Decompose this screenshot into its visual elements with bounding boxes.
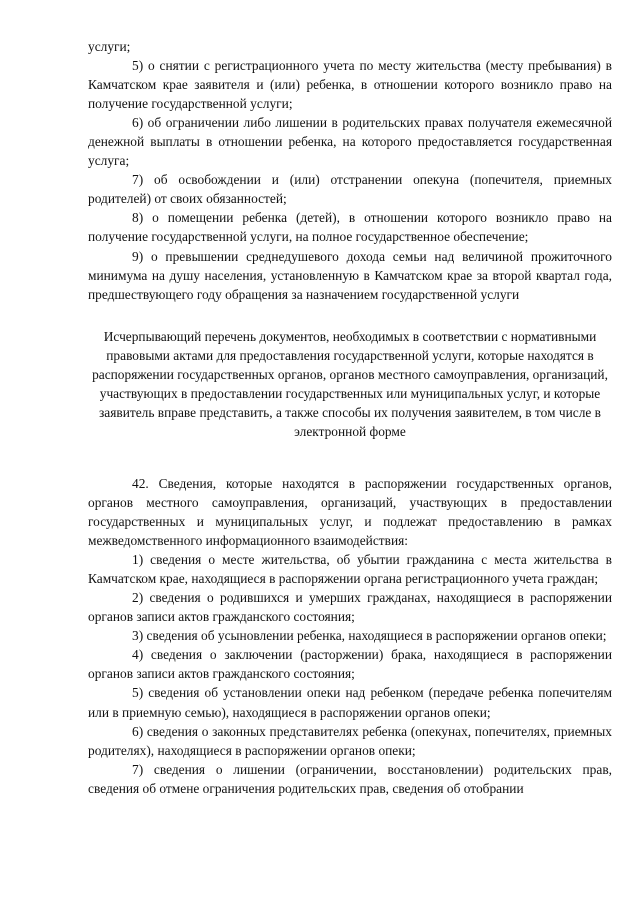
document-page bbox=[88, 37, 612, 798]
list-item-7b: 7) сведения о лишении (ограничении, восстановлении) родительских прав, сведения об отмене ограничения родительских прав, сведения об отобрании bbox=[88, 761, 612, 796]
paragraph-continuation: услуги; bbox=[88, 39, 131, 54]
list-item-1: 1) сведения о месте жительства, об убытии гражданина с места жительства в Камчатском крае, находящиеся в распоряжении органа регистрационного учета граждан; bbox=[88, 552, 612, 587]
list-item-2: 2) сведения о родившихся и умерших гражданах, находящиеся в распоряжении органов записи актов гражданского состояния; bbox=[88, 590, 612, 625]
list-item-5b: 5) сведения об установлении опеки над ребенком (передаче ребенка попечителям или в приемную семью), находящиеся в распоряжении органов опеки; bbox=[88, 685, 612, 720]
list-item-9: 9) о превышении среднедушевого дохода семьи над величиной прожиточного минимума на душу населения, установленную в Камчатском крае за второй квартал года, предшествующего году обращения за назначением государственной услуги bbox=[88, 248, 612, 302]
list-item-6: 6) об ограничении либо лишении в родительских правах получателя ежемесячной денежной выплаты в отношении ребенка, на которого предоставляется государственная услуга; bbox=[88, 115, 612, 169]
section-two bbox=[88, 474, 612, 798]
list-item-3: 3) сведения об усыновлении ребенка, находящиеся в распоряжении органов опеки; bbox=[132, 628, 607, 644]
section-heading: Исчерпывающий перечень документов, необходимых в соответствии с нормативными правовыми актами для предоставления государственной услуги, которые находятся в распоряжении государственных органов, органов местного самоуправления, организаций, участвующих в предоставлении государственных или муниципальных услуг, и которые заявитель вправе представить, а также способы их получения заявителем, в том числе в электронной форме bbox=[92, 328, 608, 439]
list-item-6b: 6) сведения о законных представителях ребенка (опекунах, попечителях, приемных родителях), находящиеся в распоряжении органов опеки; bbox=[88, 723, 612, 758]
list-item-4: 4) сведения о заключении (расторжении) брака, находящиеся в распоряжении органов записи актов гражданского состояния; bbox=[88, 647, 612, 682]
list-item-5: 5) о снятии с регистрационного учета по месту жительства (месту пребывания) в Камчатском крае заявителя и (или) ребенка, в отношении которого возникло право на получение государственной услуги; bbox=[88, 58, 612, 112]
list-item-7: 7) об освобождении и (или) отстранении опекуна (попечителя, приемных родителей) от своих обязанностей; bbox=[88, 172, 612, 207]
list-item-8: 8) о помещении ребенка (детей), в отношении которого возникло право на получение государственной услуги, на полное государственное обеспечение; bbox=[88, 210, 612, 245]
clause-42: 42. Сведения, которые находятся в распоряжении государственных органов, органов местного самоуправления, организаций, участвующих в предоставлении государственных и муниципальных услуг, и подлежат предоставлению в рамках межведомственного информационного взаимодействия: bbox=[88, 475, 612, 549]
section-one bbox=[88, 37, 612, 304]
